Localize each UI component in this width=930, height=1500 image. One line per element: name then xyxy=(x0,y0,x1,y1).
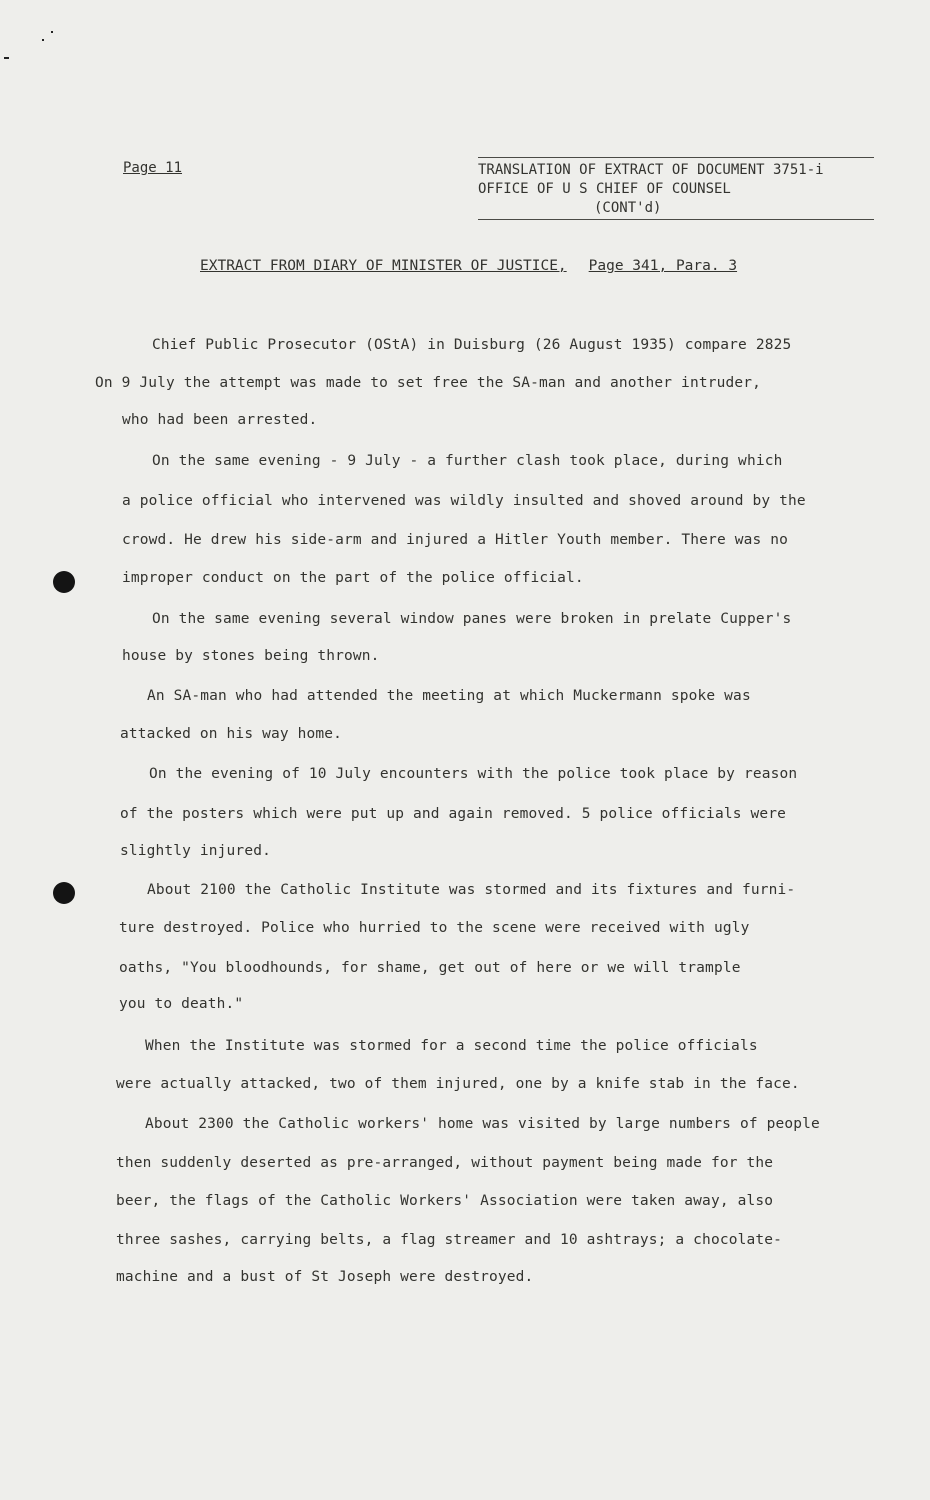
corner-speck xyxy=(51,31,53,33)
body-line: About 2100 the Catholic Institute was stormed and its fixtures and furni- xyxy=(147,882,796,898)
extract-title-text: EXTRACT FROM DIARY OF MINISTER OF JUSTICE, xyxy=(200,258,567,274)
ink-blot xyxy=(53,882,75,904)
body-line: a police official who intervened was wildly insulted and shoved around by the xyxy=(122,493,806,509)
body-line: machine and a bust of St Joseph were destroyed. xyxy=(116,1269,534,1285)
body-line: then suddenly deserted as pre-arranged, without payment being made for the xyxy=(116,1155,774,1171)
body-line: improper conduct on the part of the police official. xyxy=(122,570,584,586)
body-line: crowd. He drew his side-arm and injured a Hitler Youth member. There was no xyxy=(122,532,788,548)
body-line: of the posters which were put up and again removed. 5 police officials were xyxy=(120,806,786,822)
body-line: About 2300 the Catholic workers' home was visited by large numbers of people xyxy=(145,1116,820,1132)
body-line: When the Institute was stormed for a second time the police officials xyxy=(145,1038,758,1054)
office-line: OFFICE OF U S CHIEF OF COUNSEL xyxy=(478,181,731,197)
corner-mark xyxy=(4,57,9,59)
body-line: beer, the flags of the Catholic Workers' Association were taken away, also xyxy=(116,1193,774,1209)
body-line: An SA-man who had attended the meeting at which Muckermann spoke was xyxy=(147,688,751,704)
translation-heading xyxy=(478,157,874,220)
extract-title xyxy=(200,258,737,274)
body-line: house by stones being thrown. xyxy=(122,648,380,664)
body-line: three sashes, carrying belts, a flag streamer and 10 ashtrays; a chocolate- xyxy=(116,1232,782,1248)
extract-reference: Page 341, Para. 3 xyxy=(588,258,738,274)
body-line: you to death." xyxy=(119,996,244,1012)
body-line: On the evening of 10 July encounters with the police took place by reason xyxy=(149,766,798,782)
body-line: were actually attacked, two of them injured, one by a knife stab in the face. xyxy=(116,1076,800,1092)
corner-speck xyxy=(42,39,44,41)
ink-blot xyxy=(53,571,75,593)
body-line: On the same evening - 9 July - a further clash took place, during which xyxy=(152,453,783,469)
continued-label: (CONT'd) xyxy=(594,200,662,216)
body-line: slightly injured. xyxy=(120,843,271,859)
body-line: attacked on his way home. xyxy=(120,726,342,742)
body-line: ture destroyed. Police who hurried to the scene were received with ugly xyxy=(119,920,750,936)
translation-line: TRANSLATION OF EXTRACT OF DOCUMENT 3751-i xyxy=(478,162,824,178)
body-line: On the same evening several window panes were broken in prelate Cupper's xyxy=(152,611,792,627)
body-line: On 9 July the attempt was made to set free the SA-man and another intruder, xyxy=(95,375,761,391)
page-number: Page 11 xyxy=(123,160,183,176)
body-line: who had been arrested. xyxy=(122,412,318,428)
body-line: Chief Public Prosecutor (OStA) in Duisburg (26 August 1935) compare 2825 xyxy=(152,337,792,353)
body-line: oaths, "You bloodhounds, for shame, get out of here or we will trample xyxy=(119,960,741,976)
